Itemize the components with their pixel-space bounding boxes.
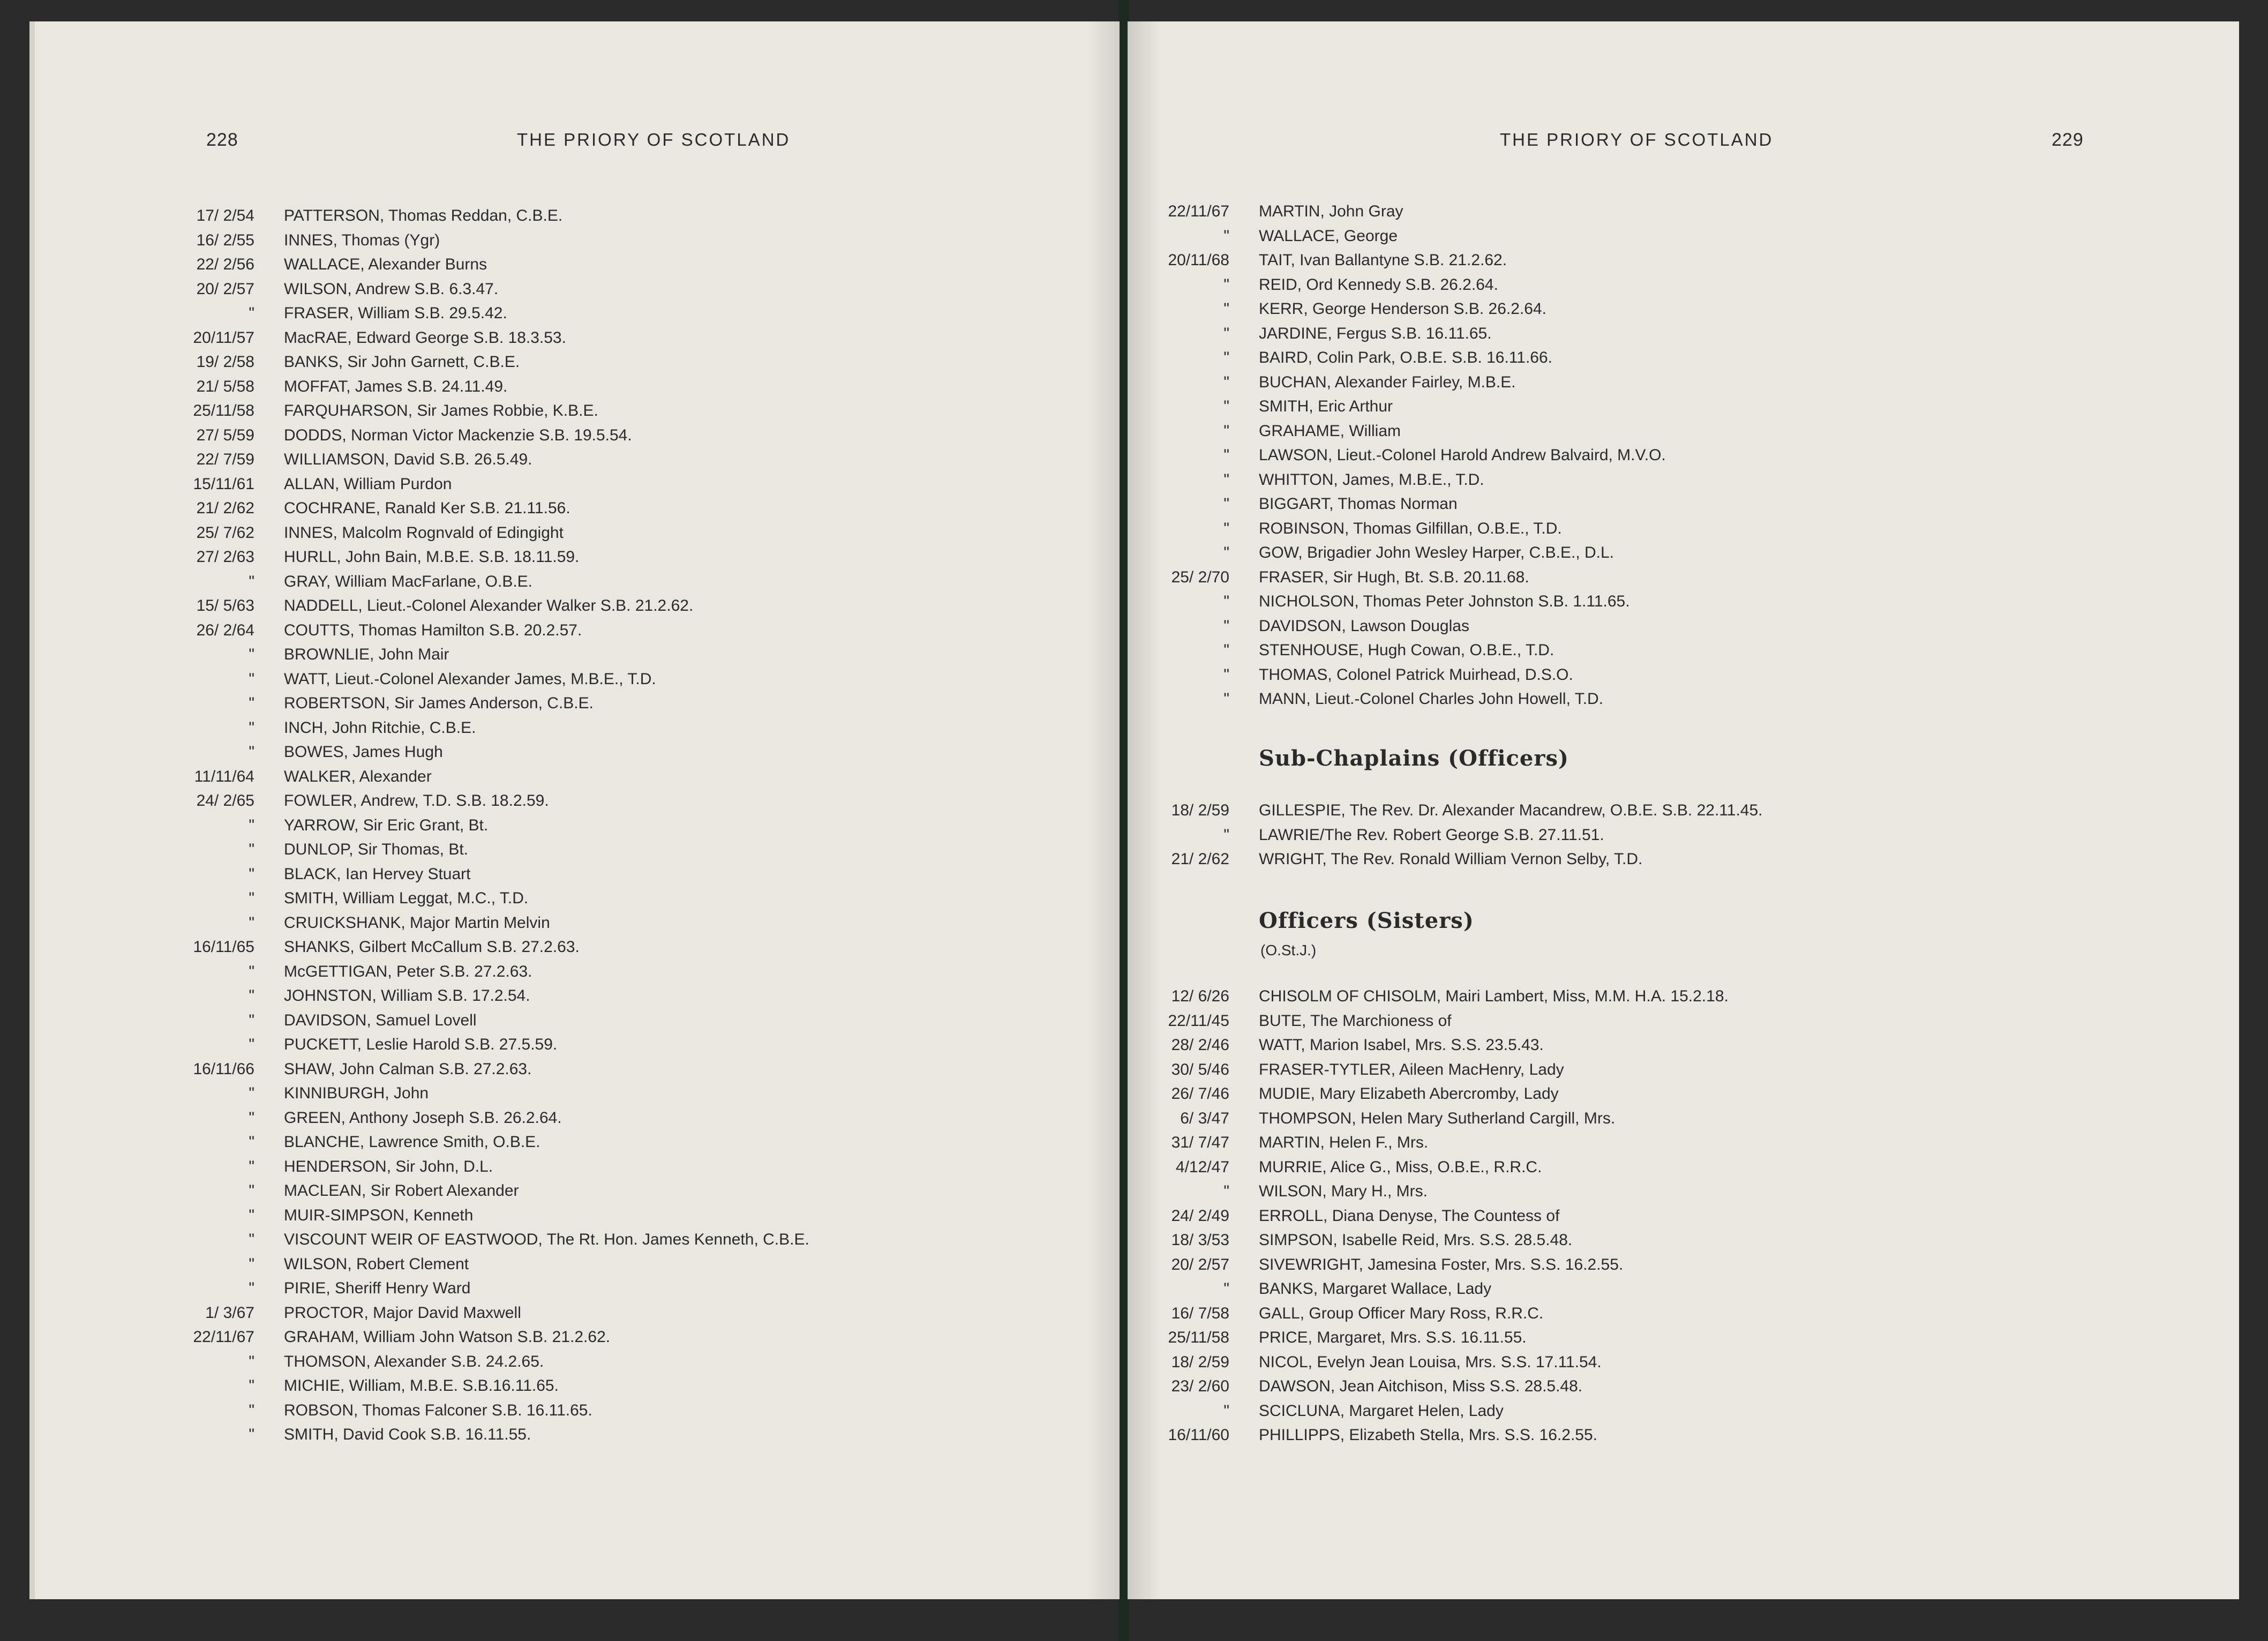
entry-date: " <box>1223 1402 1229 1420</box>
entry-name: MARTIN, Helen F., Mrs. <box>1259 1134 1429 1151</box>
entry-name: WHITTON, James, M.B.E., T.D. <box>1259 470 1484 489</box>
entry-name: HURLL, John Bain, M.B.E. S.B. 18.11.59. <box>284 548 580 566</box>
entry-name: CRUICKSHANK, Major Martin Melvin <box>284 913 550 932</box>
entry-name: KERR, George Henderson S.B. 26.2.64. <box>1259 300 1546 318</box>
entry-name: PATTERSON, Thomas Reddan, C.B.E. <box>284 207 563 224</box>
officers-sisters-subtitle: (O.St.J.) <box>1260 942 1317 958</box>
entry-name: WILSON, Andrew S.B. 6.3.47. <box>284 280 499 298</box>
entry-name: SIMPSON, Isabelle Reid, Mrs. S.S. 28.5.48. <box>1259 1231 1573 1249</box>
entry-name: WRIGHT, The Rev. Ronald William Vernon Selby, T.D. <box>1259 850 1643 868</box>
entry-name: LAWRIE/The Rev. Robert George S.B. 27.11.51. <box>1259 826 1604 844</box>
entry-name: GALL, Group Officer Mary Ross, R.R.C. <box>1259 1304 1544 1322</box>
entry-date: " <box>1223 690 1229 708</box>
entry-name: FRASER, William S.B. 29.5.42. <box>284 304 507 322</box>
entry-name: DAVIDSON, Samuel Lovell <box>284 1011 477 1029</box>
entry-name: McGETTIGAN, Peter S.B. 27.2.63. <box>284 962 532 980</box>
entry-name: CHISOLM OF CHISOLM, Mairi Lambert, Miss, M.M. H.A. 15.2.18. <box>1259 987 1729 1005</box>
entry-date: 25/11/58 <box>1168 1329 1229 1346</box>
entry-name: SCICLUNA, Margaret Helen, Lady <box>1259 1402 1504 1420</box>
entry-name: DAVIDSON, Lawson Douglas <box>1259 617 1469 635</box>
entry-date: " <box>249 1206 254 1224</box>
entry-date: " <box>249 1231 254 1248</box>
entry-date: 27/ 2/63 <box>196 548 254 566</box>
entry-date: " <box>249 841 254 858</box>
entry-date: " <box>249 1352 254 1370</box>
entry-name: FRASER-TYTLER, Aileen MacHenry, Lady <box>1259 1060 1564 1078</box>
entry-name: MICHIE, William, M.B.E. S.B.16.11.65. <box>284 1377 559 1395</box>
entry-date: 26/ 2/64 <box>196 621 254 639</box>
entry-date: 6/ 3/47 <box>1180 1109 1229 1127</box>
entry-name: ROBSON, Thomas Falconer S.B. 16.11.65. <box>284 1401 592 1419</box>
entry-name: STENHOUSE, Hugh Cowan, O.B.E., T.D. <box>1259 641 1554 659</box>
sub-chaplains-heading: Sub-Chaplains (Officers) <box>1259 746 1569 771</box>
entry-name: DODDS, Norman Victor Mackenzie S.B. 19.5.54. <box>284 426 632 444</box>
entry-name: GOW, Brigadier John Wesley Harper, C.B.E., D.L. <box>1259 544 1614 561</box>
entry-date: 22/11/45 <box>1168 1011 1229 1030</box>
entry-date: " <box>249 1084 254 1102</box>
entry-name: WILSON, Mary H., Mrs. <box>1259 1182 1428 1200</box>
entry-name: COUTTS, Thomas Hamilton S.B. 20.2.57. <box>284 621 582 639</box>
page-number: 229 <box>2052 130 2084 150</box>
entry-date: " <box>1223 665 1229 684</box>
entry-name: WATT, Marion Isabel, Mrs. S.S. 23.5.43. <box>1259 1036 1544 1054</box>
entry-date: " <box>249 718 254 737</box>
entry-name: WALLACE, George <box>1259 227 1398 245</box>
entry-name: DUNLOP, Sir Thomas, Bt. <box>284 841 469 858</box>
entry-date: " <box>249 987 254 1005</box>
entry-date: 22/11/67 <box>193 1328 254 1346</box>
entry-date: " <box>249 1011 254 1029</box>
entry-name: GILLESPIE, The Rev. Dr. Alexander Macandrew, O.B.E. S.B. 22.11.45. <box>1259 801 1763 819</box>
entry-date: " <box>1223 324 1229 342</box>
entry-date: 25/11/58 <box>193 402 254 419</box>
entry-name: NICOL, Evelyn Jean Louisa, Mrs. S.S. 17.11.54. <box>1259 1353 1602 1371</box>
entry-date: " <box>1223 422 1229 440</box>
gutter-shadow <box>1087 21 1120 1599</box>
running-head: THE PRIORY OF SCOTLAND <box>1500 130 1774 149</box>
entry-name: MUIR-SIMPSON, Kenneth <box>284 1206 474 1224</box>
entry-date: " <box>249 816 254 834</box>
entry-name: PHILLIPPS, Elizabeth Stella, Mrs. S.S. 16.2.55. <box>1259 1426 1597 1444</box>
entry-date: 22/ 7/59 <box>196 451 254 468</box>
entry-date: " <box>1223 398 1229 415</box>
entry-date: " <box>249 670 254 688</box>
entry-date: 18/ 2/59 <box>1171 801 1229 819</box>
entry-name: SHANKS, Gilbert McCallum S.B. 27.2.63. <box>284 938 580 956</box>
entry-date: " <box>1223 470 1229 489</box>
entry-date: " <box>249 694 254 712</box>
entry-date: 21/ 5/58 <box>196 377 254 395</box>
entry-date: 27/ 5/59 <box>196 426 254 444</box>
entry-name: BLANCHE, Lawrence Smith, O.B.E. <box>284 1133 540 1151</box>
entry-name: WILSON, Robert Clement <box>284 1255 469 1273</box>
entry-name: INCH, John Ritchie, C.B.E. <box>284 718 476 737</box>
entry-name: JARDINE, Fergus S.B. 16.11.65. <box>1259 324 1492 342</box>
entry-name: GREEN, Anthony Joseph S.B. 26.2.64. <box>284 1108 562 1127</box>
entry-date: 20/ 2/57 <box>1171 1255 1229 1273</box>
entry-date: " <box>249 1108 254 1127</box>
entry-name: YARROW, Sir Eric Grant, Bt. <box>284 816 489 834</box>
entry-name: WILLIAMSON, David S.B. 26.5.49. <box>284 451 532 468</box>
entry-name: PIRIE, Sheriff Henry Ward <box>284 1279 471 1297</box>
entry-date: 16/ 7/58 <box>1171 1304 1229 1322</box>
entry-name: BUTE, The Marchioness of <box>1259 1011 1452 1030</box>
entry-date: " <box>1223 519 1229 537</box>
entry-date: " <box>249 1401 254 1419</box>
entry-name: BANKS, Sir John Garnett, C.B.E. <box>284 353 520 371</box>
entry-date: " <box>1223 446 1229 464</box>
entry-name: HENDERSON, Sir John, D.L. <box>284 1157 493 1175</box>
entry-date: " <box>249 865 254 883</box>
entry-date: " <box>249 1182 254 1200</box>
entry-date: 31/ 7/47 <box>1171 1134 1229 1151</box>
entry-date: 18/ 2/59 <box>1171 1353 1229 1371</box>
entry-date: 12/ 6/26 <box>1171 987 1229 1005</box>
entry-name: ROBERTSON, Sir James Anderson, C.B.E. <box>284 694 594 712</box>
entry-date: " <box>249 1279 254 1297</box>
entry-date: 24/ 2/65 <box>196 792 254 810</box>
entry-date: 20/ 2/57 <box>196 280 254 298</box>
page-number: 228 <box>206 130 238 150</box>
entry-date: " <box>1223 227 1229 245</box>
entry-name: INNES, Thomas (Ygr) <box>284 231 440 249</box>
entry-name: PROCTOR, Major David Maxwell <box>284 1303 521 1322</box>
entry-name: SMITH, Eric Arthur <box>1259 398 1393 415</box>
entry-name: VISCOUNT WEIR OF EASTWOOD, The Rt. Hon. James Kenneth, C.B.E. <box>284 1231 809 1248</box>
entry-date: 25/ 2/70 <box>1171 568 1229 586</box>
entry-date: " <box>249 646 254 663</box>
entry-date: " <box>249 1157 254 1175</box>
entry-date: " <box>249 743 254 761</box>
entry-name: MacRAE, Edward George S.B. 18.3.53. <box>284 328 566 347</box>
entry-date: " <box>1223 373 1229 391</box>
entry-date: 17/ 2/54 <box>196 207 254 224</box>
entry-date: " <box>1223 593 1229 610</box>
entry-date: 25/ 7/62 <box>196 523 254 542</box>
entry-date: 16/11/60 <box>1168 1426 1229 1444</box>
entry-name: GRAHAME, William <box>1259 422 1401 440</box>
entry-date: 19/ 2/58 <box>196 353 254 371</box>
entry-date: " <box>249 304 254 322</box>
entry-name: BAIRD, Colin Park, O.B.E. S.B. 16.11.66. <box>1259 349 1553 366</box>
entry-name: FOWLER, Andrew, T.D. S.B. 18.2.59. <box>284 792 549 810</box>
left-page <box>29 21 1120 1599</box>
entry-name: TAIT, Ivan Ballantyne S.B. 21.2.62. <box>1259 251 1507 269</box>
entry-date: 24/ 2/49 <box>1171 1207 1229 1225</box>
entry-name: PRICE, Margaret, Mrs. S.S. 16.11.55. <box>1259 1329 1527 1346</box>
entry-name: WALLACE, Alexander Burns <box>284 256 487 273</box>
right-page <box>1128 21 2239 1599</box>
entry-date: " <box>1223 275 1229 294</box>
entry-date: 28/ 2/46 <box>1171 1036 1229 1054</box>
entry-name: REID, Ord Kennedy S.B. 26.2.64. <box>1259 275 1498 294</box>
entry-name: BLACK, Ian Hervey Stuart <box>284 865 471 883</box>
entry-date: " <box>1223 617 1229 635</box>
entry-name: WATT, Lieut.-Colonel Alexander James, M.B.E., T.D. <box>284 670 656 688</box>
entry-name: THOMAS, Colonel Patrick Muirhead, D.S.O. <box>1259 665 1573 684</box>
entry-name: INNES, Malcolm Rognvald of Edingight <box>284 523 564 542</box>
entry-date: 30/ 5/46 <box>1171 1060 1229 1078</box>
entry-date: 11/11/64 <box>194 767 254 785</box>
entry-name: PUCKETT, Leslie Harold S.B. 27.5.59. <box>284 1036 558 1053</box>
entry-date: " <box>1223 826 1229 844</box>
entry-name: BIGGART, Thomas Norman <box>1259 495 1458 513</box>
entry-name: MANN, Lieut.-Colonel Charles John Howell, T.D. <box>1259 690 1604 708</box>
entry-date: 22/11/67 <box>1168 203 1229 220</box>
entry-date: 26/ 7/46 <box>1171 1085 1229 1103</box>
entry-date: 16/ 2/55 <box>196 231 254 249</box>
entry-date: " <box>249 1426 254 1443</box>
entry-name: NADDELL, Lieut.-Colonel Alexander Walker S.B. 21.2.62. <box>284 597 694 615</box>
entry-name: DAWSON, Jean Aitchison, Miss S.S. 28.5.48. <box>1259 1377 1583 1395</box>
entry-date: " <box>249 572 254 590</box>
entry-date: 23/ 2/60 <box>1171 1377 1229 1395</box>
entry-name: FRASER, Sir Hugh, Bt. S.B. 20.11.68. <box>1259 568 1529 586</box>
entry-name: JOHNSTON, William S.B. 17.2.54. <box>284 987 530 1005</box>
entry-date: 16/11/66 <box>193 1060 254 1078</box>
entry-date: 16/11/65 <box>193 938 254 956</box>
entry-name: ERROLL, Diana Denyse, The Countess of <box>1259 1207 1560 1225</box>
entry-date: " <box>249 962 254 980</box>
entry-date: " <box>249 913 254 932</box>
entry-date: " <box>1223 495 1229 513</box>
entry-name: MURRIE, Alice G., Miss, O.B.E., R.R.C. <box>1259 1158 1542 1176</box>
entry-date: " <box>1223 641 1229 659</box>
entry-name: WALKER, Alexander <box>284 767 432 785</box>
entry-date: " <box>1223 300 1229 318</box>
entry-name: ALLAN, William Purdon <box>284 475 452 493</box>
entry-name: BOWES, James Hugh <box>284 743 443 761</box>
entry-name: NICHOLSON, Thomas Peter Johnston S.B. 1.11.65. <box>1259 593 1630 610</box>
entry-name: SHAW, John Calman S.B. 27.2.63. <box>284 1060 532 1078</box>
entry-date: " <box>249 1255 254 1273</box>
entry-name: MOFFAT, James S.B. 24.11.49. <box>284 377 508 395</box>
entry-name: BUCHAN, Alexander Fairley, M.B.E. <box>1259 373 1516 391</box>
entry-date: 21/ 2/62 <box>196 499 254 517</box>
entry-name: GRAHAM, William John Watson S.B. 21.2.62. <box>284 1328 611 1346</box>
entry-name: LAWSON, Lieut.-Colonel Harold Andrew Balvaird, M.V.O. <box>1259 446 1666 464</box>
entry-name: COCHRANE, Ranald Ker S.B. 21.11.56. <box>284 499 570 517</box>
entry-date: 20/11/68 <box>1168 251 1229 269</box>
entry-date: " <box>1223 349 1229 366</box>
entry-name: BANKS, Margaret Wallace, Lady <box>1259 1280 1492 1298</box>
entry-name: FARQUHARSON, Sir James Robbie, K.B.E. <box>284 402 598 419</box>
entry-name: SMITH, William Leggat, M.C., T.D. <box>284 889 529 907</box>
entry-date: 20/11/57 <box>193 328 254 347</box>
entry-name: GRAY, William MacFarlane, O.B.E. <box>284 572 533 590</box>
entry-date: 15/11/61 <box>193 475 254 493</box>
entry-date: 4/12/47 <box>1175 1158 1229 1176</box>
entry-date: 18/ 3/53 <box>1171 1231 1229 1249</box>
entry-date: 15/ 5/63 <box>196 597 254 615</box>
entry-name: MACLEAN, Sir Robert Alexander <box>284 1182 519 1200</box>
entry-date: 22/ 2/56 <box>196 256 254 273</box>
entry-date: " <box>249 1377 254 1395</box>
entry-name: BROWNLIE, John Mair <box>284 646 449 663</box>
entry-name: MUDIE, Mary Elizabeth Abercromby, Lady <box>1259 1085 1559 1103</box>
entry-name: THOMPSON, Helen Mary Sutherland Cargill, Mrs. <box>1259 1109 1616 1127</box>
entry-name: SIVEWRIGHT, Jamesina Foster, Mrs. S.S. 16.2.55. <box>1259 1255 1624 1273</box>
entry-name: THOMSON, Alexander S.B. 24.2.65. <box>284 1352 544 1370</box>
entry-date: " <box>1223 544 1229 561</box>
entry-name: KINNIBURGH, John <box>284 1084 429 1102</box>
entry-date: " <box>1223 1182 1229 1200</box>
entry-date: " <box>249 889 254 907</box>
entry-name: SMITH, David Cook S.B. 16.11.55. <box>284 1426 531 1443</box>
entry-date: " <box>1223 1280 1229 1298</box>
entry-date: " <box>249 1133 254 1151</box>
entry-date: 1/ 3/67 <box>205 1303 254 1322</box>
entry-date: " <box>249 1036 254 1053</box>
officers-sisters-heading: Officers (Sisters) <box>1259 908 1474 933</box>
entry-name: MARTIN, John Gray <box>1259 203 1403 220</box>
running-head: THE PRIORY OF SCOTLAND <box>517 130 791 149</box>
entry-date: 21/ 2/62 <box>1171 850 1229 868</box>
entry-name: ROBINSON, Thomas Gilfillan, O.B.E., T.D. <box>1259 519 1562 537</box>
